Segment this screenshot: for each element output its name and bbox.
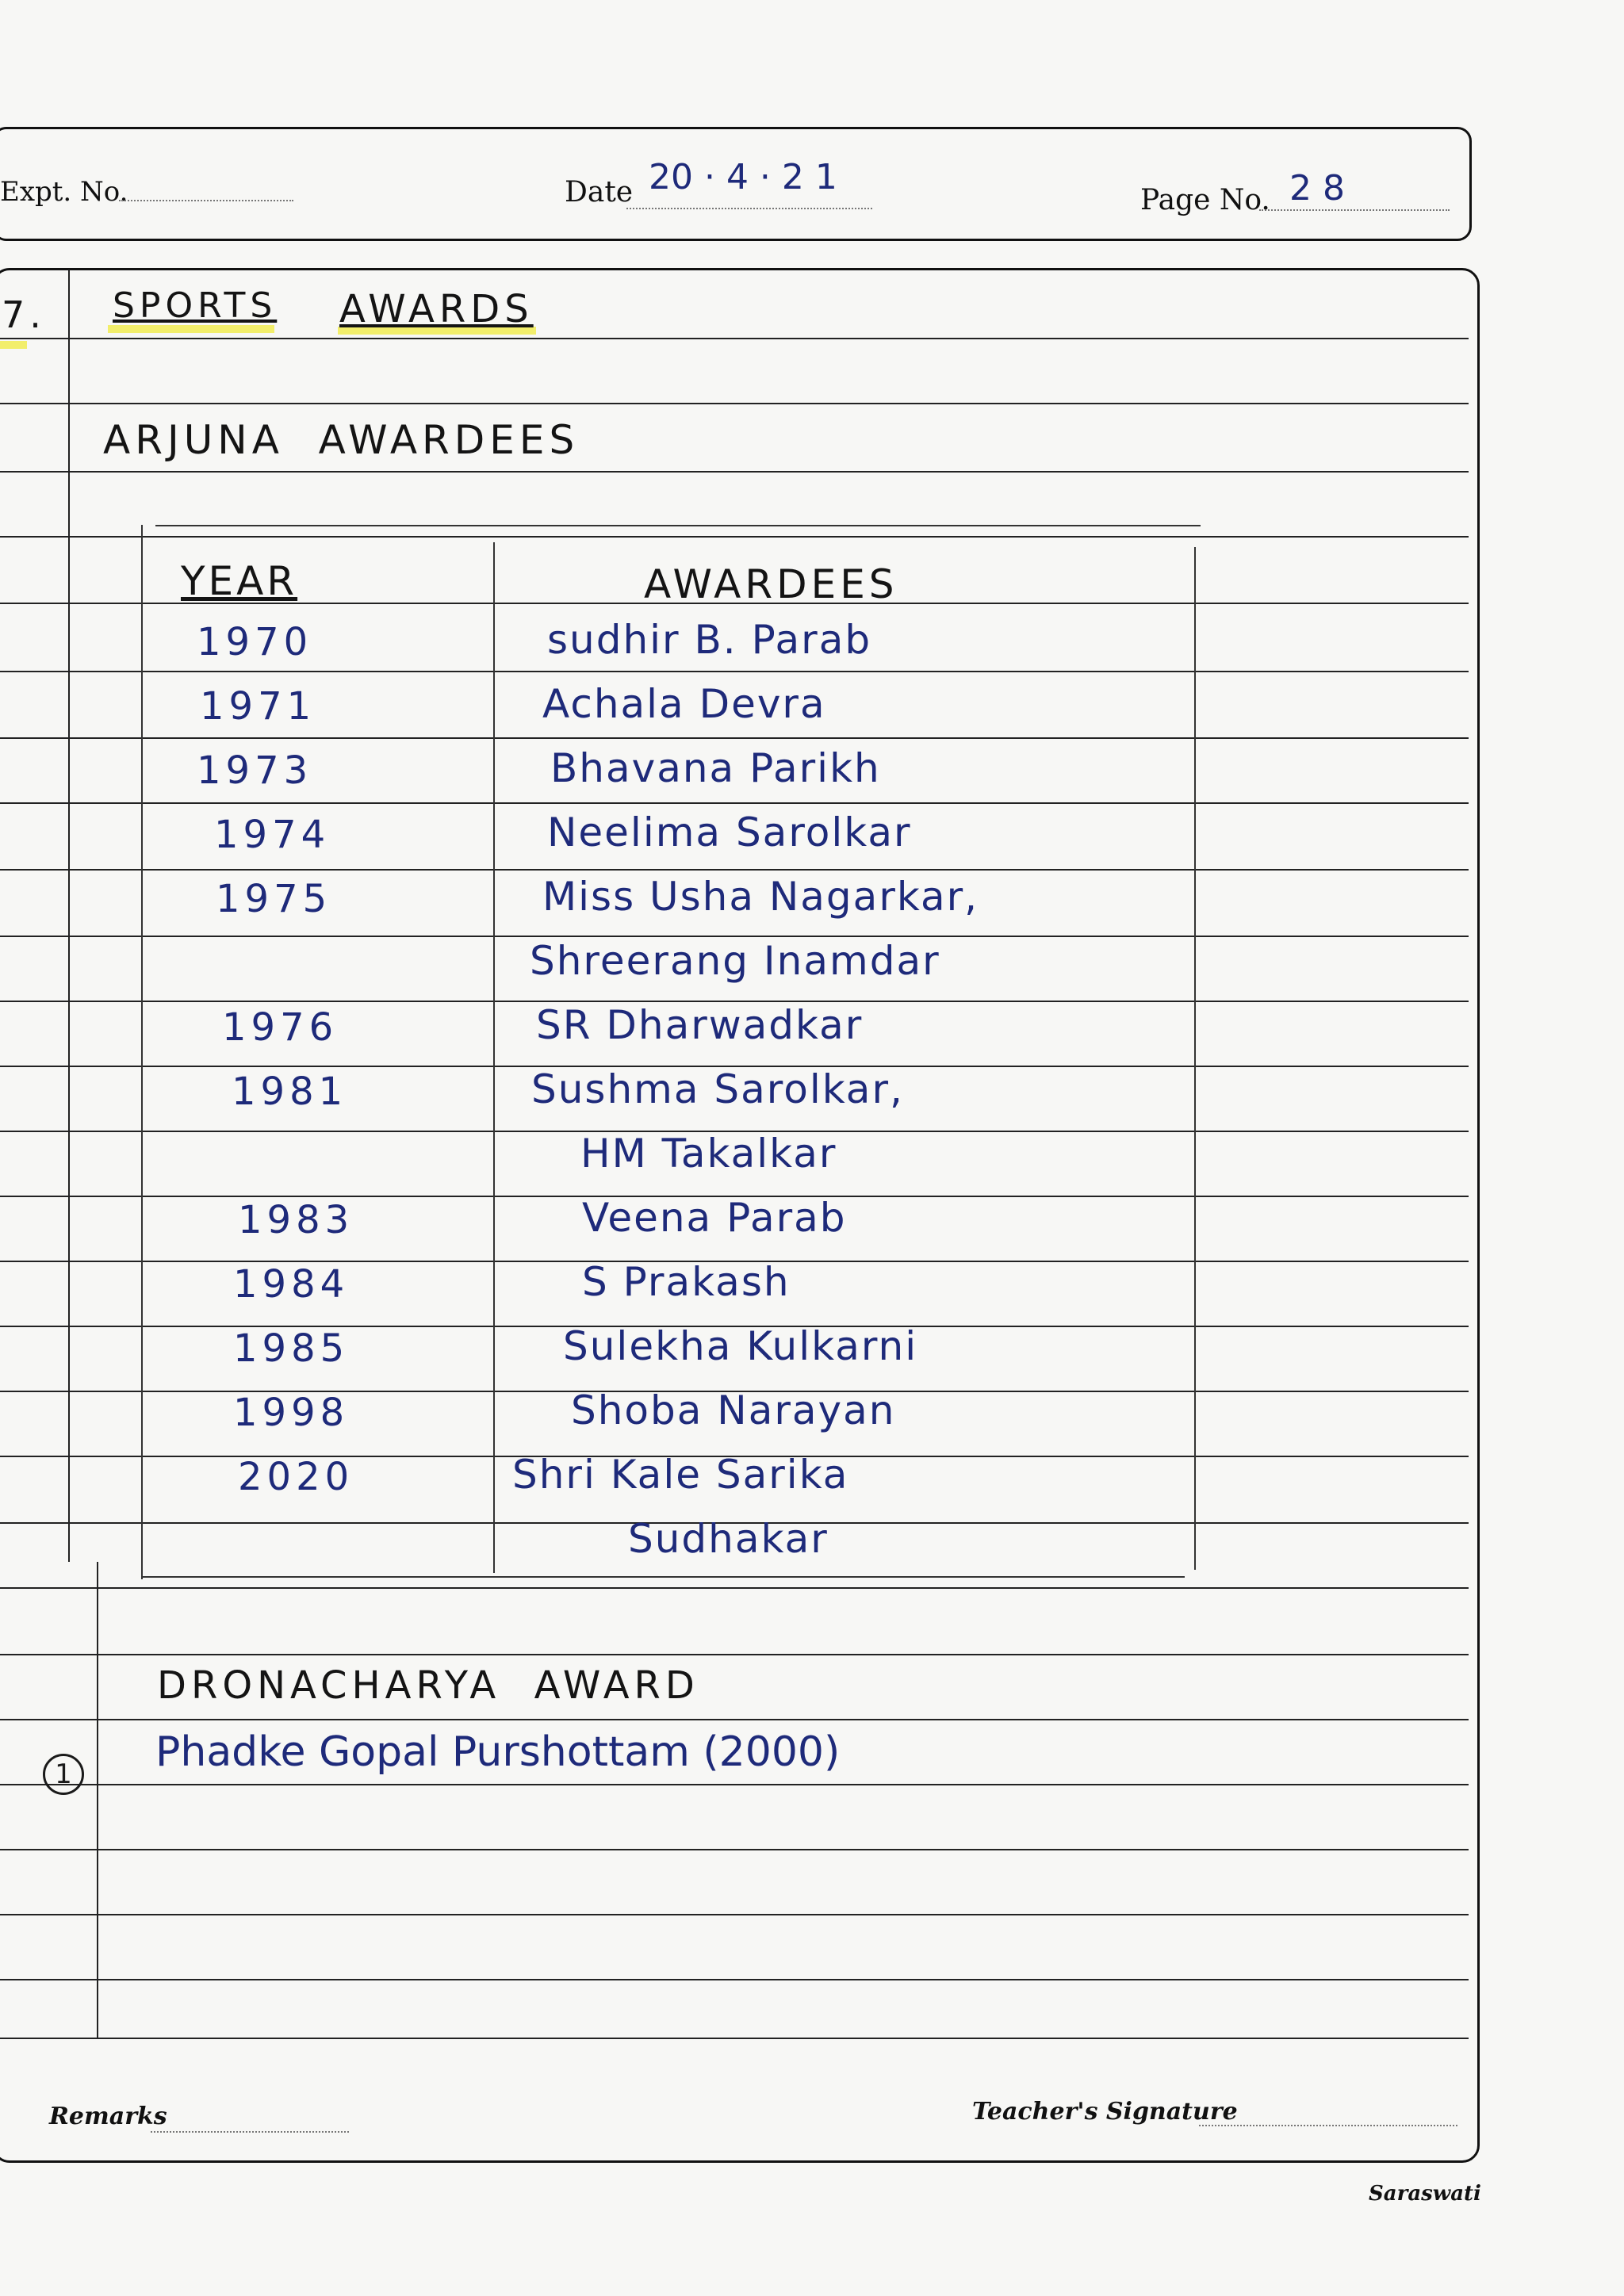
ruled-line — [0, 1719, 1469, 1720]
awardee-name: Shoba Narayan — [571, 1387, 896, 1433]
ruled-line — [0, 338, 1469, 339]
ruled-line — [0, 1849, 1469, 1850]
ruled-line — [0, 936, 1469, 937]
date-value: 20 · 4 · 2 1 — [649, 157, 837, 197]
ruled-line — [0, 403, 1469, 404]
column-header-year: YEAR — [181, 558, 298, 604]
page-no-field — [1259, 209, 1450, 211]
award-year: 1998 — [233, 1391, 350, 1435]
teacher-signature-label: Teacher's Signature — [972, 2098, 1238, 2126]
award-year: 1975 — [216, 877, 332, 921]
brand-logo: Saraswati — [1369, 2182, 1481, 2206]
page-no-value: 2 8 — [1289, 168, 1345, 209]
dronacharya-marker: 1 — [55, 1758, 72, 1790]
expt-no-field — [119, 200, 293, 201]
awardee-name: HM Takalkar — [580, 1131, 837, 1177]
table-right-border — [1194, 547, 1196, 1570]
margin-line-upper — [68, 270, 70, 1562]
award-year: 1985 — [233, 1326, 350, 1371]
awardee-name: Sushma Sarolkar, — [531, 1066, 904, 1112]
awardee-name: Bhavana Parikh — [550, 745, 881, 791]
dronacharya-marker-circle — [43, 1754, 84, 1795]
remarks-field — [151, 2131, 349, 2133]
ruled-line — [0, 1654, 1469, 1655]
award-year: 1984 — [233, 1262, 350, 1307]
ruled-line — [0, 1587, 1469, 1589]
section-title-awards: AWARDS — [339, 287, 534, 331]
award-year: 1971 — [200, 684, 316, 729]
awardee-name: Shreerang Inamdar — [530, 938, 940, 984]
date-label: Date — [565, 176, 634, 209]
ruled-line — [0, 536, 1469, 538]
awardee-name: Achala Devra — [542, 681, 826, 727]
award-year: 1970 — [197, 620, 313, 664]
teacher-signature-field — [1199, 2125, 1457, 2126]
highlight-sports — [108, 325, 274, 333]
table-bottom-border — [141, 1576, 1185, 1578]
awardee-name: Sudhakar — [628, 1516, 829, 1562]
column-header-awardees: AWARDEES — [644, 561, 898, 607]
ruled-line — [0, 1784, 1469, 1785]
table-column-divider — [493, 542, 495, 1573]
ruled-line — [0, 471, 1469, 473]
awardee-name: Miss Usha Nagarkar, — [542, 874, 979, 920]
awardee-name: Neelima Sarolkar — [547, 809, 912, 855]
date-field — [626, 208, 872, 209]
section-title-sports: SPORTS — [113, 285, 278, 326]
dronacharya-item: Phadke Gopal Purshottam (2000) — [155, 1728, 841, 1776]
page-no-label: Page No. — [1140, 184, 1270, 216]
expt-no-label: Expt. No. — [0, 176, 128, 208]
ruled-line — [0, 1914, 1469, 1915]
ruled-line — [0, 671, 1469, 672]
awardee-name: Shri Kale Sarika — [512, 1452, 849, 1498]
award-year: 1983 — [238, 1198, 354, 1242]
ruled-line — [0, 1979, 1469, 1980]
arjuna-heading: ARJUNA AWARDEES — [103, 417, 580, 463]
awardee-name: sudhir B. Parab — [547, 617, 872, 663]
award-year: 1974 — [214, 813, 331, 857]
remarks-label: Remarks — [49, 2103, 167, 2130]
awardee-name: SR Dharwadkar — [536, 1002, 864, 1048]
awardee-name: Sulekha Kulkarni — [563, 1323, 918, 1369]
award-year: 1973 — [197, 748, 313, 793]
table-top-border — [155, 525, 1201, 526]
margin-line-lower — [97, 1562, 98, 2038]
dronacharya-heading: DRONACHARYA AWARD — [157, 1663, 699, 1708]
ruled-line — [0, 869, 1469, 871]
ruled-line — [0, 802, 1469, 804]
table-left-border — [141, 525, 143, 1579]
award-year: 1976 — [222, 1005, 339, 1050]
ruled-line — [0, 737, 1469, 739]
award-year: 2020 — [238, 1455, 354, 1499]
award-year: 1981 — [232, 1070, 348, 1114]
ruled-line — [0, 2038, 1469, 2039]
awardee-name: S Prakash — [582, 1259, 791, 1305]
highlight-number — [0, 341, 27, 349]
section-number: 7. — [2, 293, 46, 336]
awardee-name: Veena Parab — [582, 1195, 847, 1241]
